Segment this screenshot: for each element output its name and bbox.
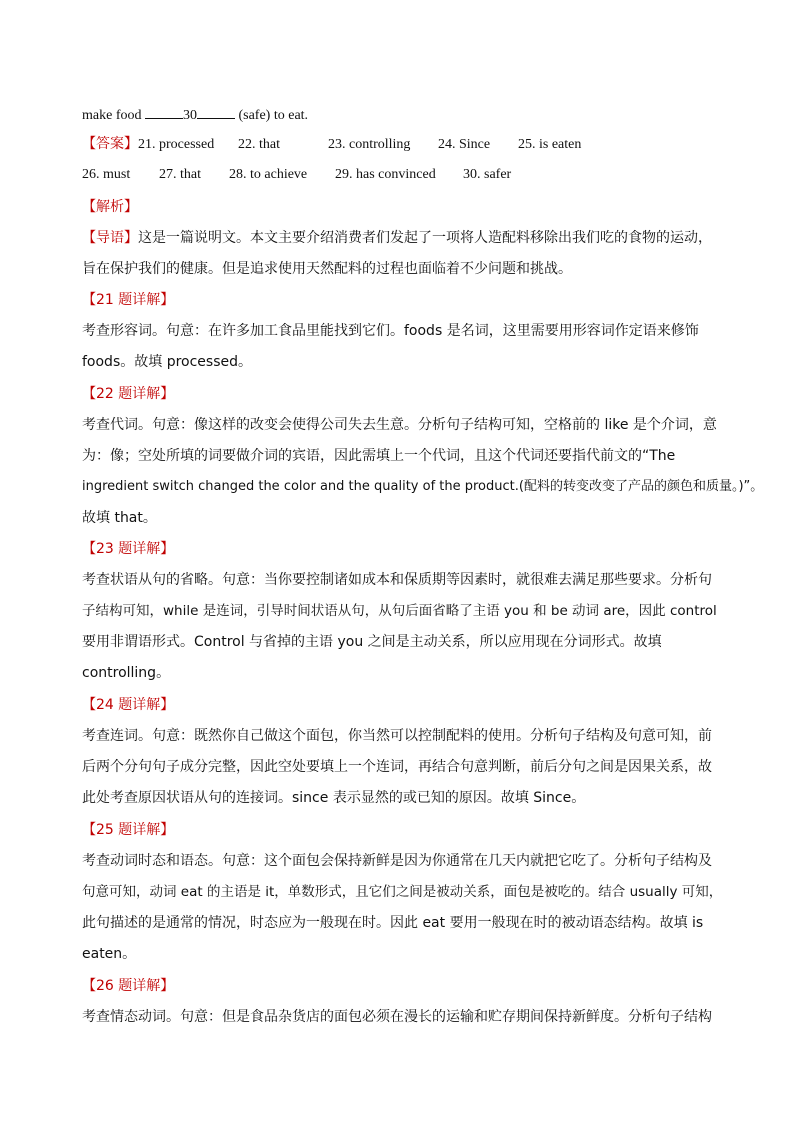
- q24-line-3: 此处考查原因状语从句的连接词。since 表示显然的或已知的原因。故填 Since。: [82, 790, 586, 806]
- q25-line-1: 考查动词时态和语态。句意：这个面包会保持新鲜是因为你通常在几天内就把它吃了。分析句子结构及: [82, 853, 712, 869]
- q23-line-3: 要用非谓语形式。Control 与省掉的主语 you 之间是主动关系，所以应用现在分词形式。故填: [82, 634, 662, 650]
- answer-item: 25. is eaten: [518, 137, 582, 152]
- answer-item: 27. that: [159, 167, 201, 182]
- q25-line-4: eaten。: [82, 946, 137, 962]
- q24-line-1: 考查连词。句意：既然你自己做这个面包，你当然可以控制配料的使用。分析句子结构及句意可知，前: [82, 728, 712, 744]
- answer-row-2: [82, 165, 722, 185]
- q21-heading: 【21 题详解】: [82, 292, 175, 308]
- q22-line-4: 故填 that。: [82, 510, 157, 526]
- daoyu-label: 【导语】: [82, 230, 138, 246]
- q25-line-2: 句意可知，动词 eat 的主语是 it，单数形式，且它们之间是被动关系，面包是被吃的。结合 usually 可知，: [82, 884, 723, 900]
- q25-line-3: 此句描述的是通常的情况，时态应为一般现在时。因此 eat 要用一般现在时的被动语态结构。故填 is: [82, 915, 704, 931]
- blank-underline: [197, 104, 235, 119]
- q22-heading: 【22 题详解】: [82, 386, 175, 402]
- blank-number: 30: [182, 108, 197, 123]
- q23-line-4: controlling。: [82, 665, 171, 681]
- q22-line-1: 考查代词。句意：像这样的改变会使得公司失去生意。分析句子结构可知，空格前的 like 是个介词，意: [82, 417, 717, 433]
- answer-item: 26. must: [82, 167, 131, 182]
- jiexi-heading: 【解析】: [82, 199, 138, 215]
- answer-item: 24. Since: [438, 137, 491, 152]
- q23-heading: 【23 题详解】: [82, 541, 175, 557]
- answer-item: 23. controlling: [328, 137, 411, 152]
- q22-line-2: 为：像；空处所填的词要做介词的宾语，因此需填上一个代词，且这个代词还要指代前文的“The: [82, 448, 676, 464]
- q26-line-1: 考查情态动词。句意：但是食品杂货店的面包必须在漫长的运输和贮存期间保持新鲜度。分析句子结构: [82, 1009, 712, 1025]
- q21-line-2: foods。故填 processed。: [82, 354, 252, 370]
- q24-heading: 【24 题详解】: [82, 697, 175, 713]
- daoyu-line-2: 旨在保护我们的健康。但是追求使用天然配料的过程也面临着不少问题和挑战。: [82, 261, 572, 277]
- answer-row-1: [82, 134, 722, 155]
- question-30-line: make food 30 (safe) to eat.: [82, 104, 722, 126]
- answer-item: 22. that: [238, 137, 280, 152]
- daoyu-line-1: 【导语】这是一篇说明文。本文主要介绍消费者们发起了一项将人造配料移除出我们吃的食物的运动，: [82, 230, 712, 246]
- answer-item: 21. processed: [138, 137, 215, 152]
- answer-label: 【答案】: [82, 136, 138, 152]
- answer-item: 29. has convinced: [335, 167, 436, 182]
- q25-heading: 【25 题详解】: [82, 822, 175, 838]
- q26-heading: 【26 题详解】: [82, 978, 175, 994]
- answer-item: 30. safer: [463, 167, 512, 182]
- q23-line-1: 考查状语从句的省略。句意：当你要控制诸如成本和保质期等因素时，就很难去满足那些要求。分析句: [82, 572, 712, 588]
- q21-line-1: 考查形容词。句意：在许多加工食品里能找到它们。foods 是名词，这里需要用形容词作定语来修饰: [82, 323, 699, 339]
- q22-line-3: ingredient switch changed the color and the quality of the product.(配料的转变改变了产品的颜色和质量。)”。: [82, 479, 764, 494]
- answer-item: 28. to achieve: [229, 167, 308, 182]
- blank-underline: [145, 104, 183, 119]
- q24-line-2: 后两个分句句子成分完整，因此空处要填上一个连词，再结合句意判断，前后分句之间是因果关系，故: [82, 759, 712, 775]
- q23-line-2: 子结构可知，while 是连词，引导时间状语从句，从句后面省略了主语 you 和 be 动词 are，因此 control: [82, 603, 717, 619]
